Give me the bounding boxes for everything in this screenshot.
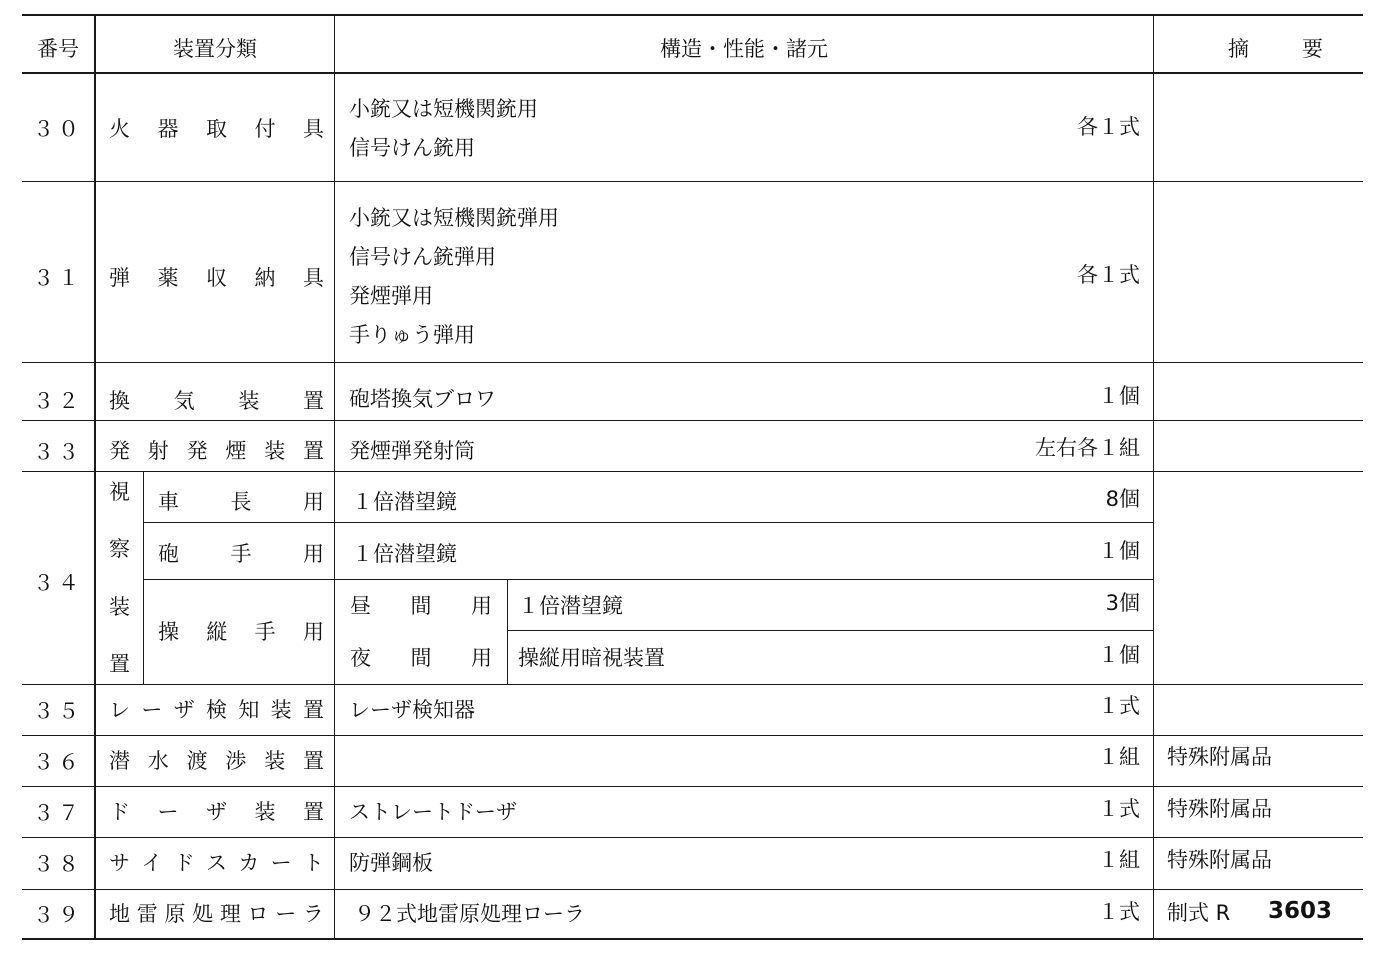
row-30-category [109,117,324,141]
row-34-sub-1-qty: 8個 [1105,487,1140,511]
row-33-no: ３３ [33,440,83,464]
row-34-sub-2-spec: １倍潜望鏡 [352,542,457,566]
row-31-spec-4: 手りゅう弾用 [349,323,475,347]
row-39-spec: ９２式地雷原処理ローラ [354,902,585,926]
row-34-night-qty: １個 [1098,643,1140,667]
row-32-no: ３２ [33,389,83,413]
row-30-category-text: 火 器 取 付 具 [109,117,324,141]
row-34-sub-1-label: 車 長 用 [158,490,324,514]
row-34-night-spec: 操縦用暗視装置 [518,646,665,670]
header-category: 装置分類 [173,37,257,61]
row-35-qty: １式 [1098,694,1140,718]
row-36-remarks: 特殊附属品 [1167,745,1272,769]
row-34-category-vertical [96,480,143,676]
row-30-spec-2: 信号けん銃用 [349,136,475,160]
row-35-category-text: レ ー ザ 検 知 装 置 [109,698,324,722]
row-30-spec-1: 小銃又は短機関銃用 [349,97,538,121]
row-33-category [109,439,324,463]
row-38-no: ３８ [33,852,83,876]
rule-31-32 [22,362,1363,363]
rule-32-33 [22,420,1363,421]
row-37-category [109,800,324,824]
row-31-spec-2: 信号けん銃弾用 [349,245,496,269]
col-rule-category [334,14,335,939]
rule-30-31 [22,181,1363,182]
rule-35-36 [22,735,1363,736]
row-38-remarks: 特殊附属品 [1167,848,1272,872]
row-37-no: ３７ [33,801,83,825]
row-37-spec: ストレートドーザ [349,800,517,824]
row-31-no: ３１ [33,266,83,290]
row-39-remarks-code: 3603 [1268,898,1333,924]
row-30-qty: 各１式 [1077,115,1140,139]
row-31-spec-3: 発煙弾用 [349,284,433,308]
row-34-day-label: 昼 間 用 [350,594,492,618]
row-32-qty: １個 [1098,384,1140,408]
header-remarks-1: 摘 [1228,37,1249,61]
row-31-category [109,266,324,290]
col-rule-34-daynight [507,579,508,684]
row-38-category [109,851,324,875]
header-spec: 構造・性能・諸元 [660,37,828,61]
header-remarks-2: 要 [1302,37,1323,61]
col-rule-no [94,14,96,939]
row-39-category [109,902,324,926]
row-37-category-text: ド ー ザ 装 置 [109,800,324,824]
row-34-sub-3-label: 操 縦 手 用 [158,620,324,644]
row-39-no: ３９ [33,903,83,927]
row-37-qty: １式 [1098,797,1140,821]
row-35-category [109,698,324,722]
rule-36-37 [22,786,1363,787]
row-31-spec-1: 小銃又は短機関銃弾用 [349,206,559,230]
row-38-spec: 防弾鋼板 [349,851,433,875]
row-39-qty: １式 [1098,900,1140,924]
row-36-no: ３６ [33,750,83,774]
col-rule-spec [1153,14,1154,939]
row-35-no: ３５ [33,699,83,723]
row-33-qty: 左右各１組 [1035,436,1140,460]
row-39-remarks-prefix: 制式 R [1167,901,1231,925]
row-31-qty: 各１式 [1077,263,1140,287]
row-36-category-text: 潜 水 渡 渉 装 置 [109,749,324,773]
rule-bottom [22,938,1363,940]
rule-33-34 [22,471,1363,472]
row-34-sub-2-qty: １個 [1098,539,1140,563]
row-34-no: ３４ [33,571,83,595]
row-32-spec: 砲塔換気ブロワ [349,387,496,411]
row-34-night-label: 夜 間 用 [350,646,492,670]
rule-header [22,72,1363,74]
row-37-remarks: 特殊附属品 [1167,797,1272,821]
header-no: 番号 [37,37,79,61]
row-33-spec: 発煙弾発射筒 [349,439,475,463]
row-34-day-qty: 3個 [1105,591,1140,615]
row-34-sub-1-spec: １倍潜望鏡 [352,490,457,514]
rule-top [22,14,1363,16]
rule-34-sub-2 [143,579,1154,580]
row-36-category [109,749,324,773]
row-34-category-text: 視 察 装 置 [109,480,130,676]
row-34-day-spec: １倍潜望鏡 [518,594,623,618]
row-38-category-text: サ イ ド ス カ ー ト [109,851,324,875]
rule-34-sub-3 [508,630,1154,631]
row-34-sub-2-label: 砲 手 用 [158,542,324,566]
row-33-category-text: 発 射 発 煙 装 置 [109,439,324,463]
rule-37-38 [22,837,1363,838]
rule-34-35 [22,684,1363,685]
row-36-qty: １組 [1098,745,1140,769]
row-35-spec: レーザ検知器 [349,698,475,722]
row-32-category-text: 換 気 装 置 [109,389,324,413]
row-32-category [109,389,324,413]
row-39-category-text: 地 雷 原 処 理 ロ ー ラ [109,902,324,926]
row-31-category-text: 弾 薬 収 納 具 [109,266,324,290]
row-38-qty: １組 [1098,848,1140,872]
col-rule-34-group [143,471,144,684]
rule-34-sub-1 [143,522,1154,523]
row-30-no: ３０ [33,117,83,141]
rule-38-39 [22,889,1363,890]
